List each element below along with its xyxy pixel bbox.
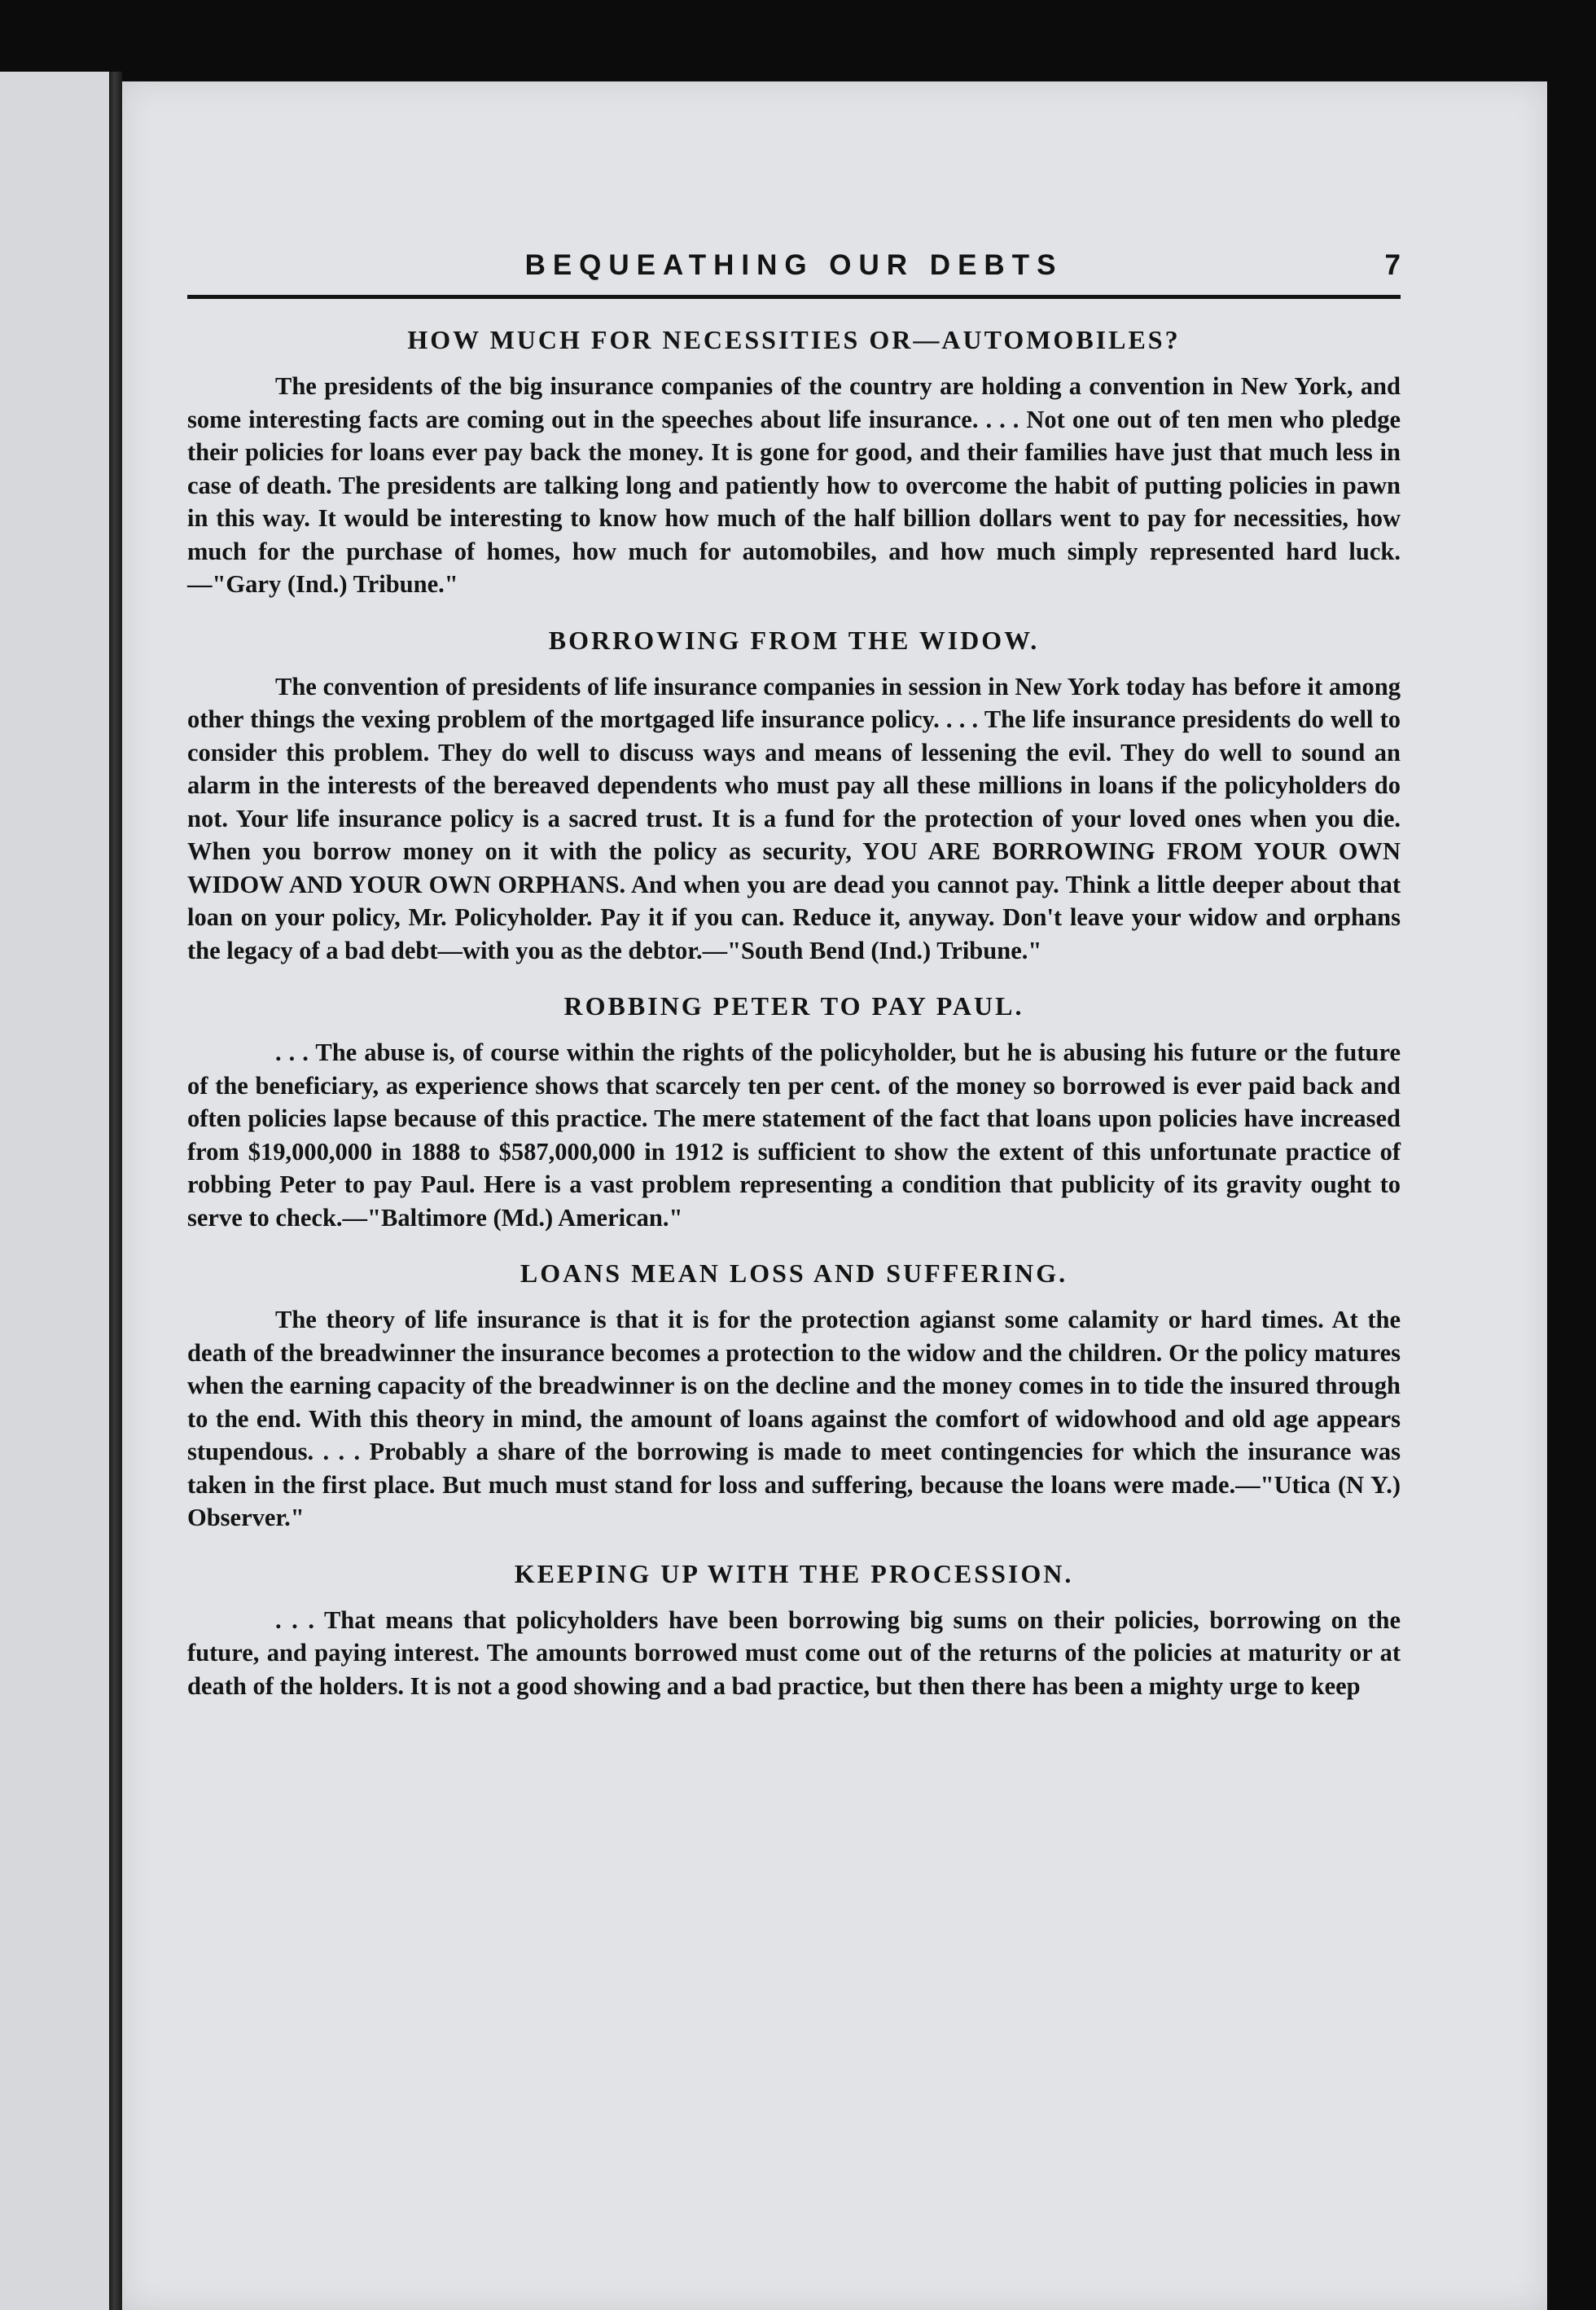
section-body: . . . The abuse is, of course within the rights of the policyholder, but he is abusing his future or the future of the beneficiary, as experience shows that scarcely ten per cent. of the money so borrowed is ever paid back and often policies lapse because of this practice. The mere statement of the fact that loans upon policies have increased from $19,000,000 in 1888 to $587,000,000 in 1912 is sufficient to show the extent of this unfortunate practice of robbing Peter to pay Paul. Here is a vast problem representing a condition that publicity of its gravity ought to serve to check.—"Baltimore (Md.) American." <box>187 1039 1401 1232</box>
article-keeping-up <box>187 1559 1401 1703</box>
article-loss-and-suffering <box>187 1258 1401 1535</box>
book-gutter <box>109 72 122 2310</box>
section-heading: LOANS MEAN LOSS AND SUFFERING. <box>520 1258 1068 1288</box>
section-body: . . . That means that policyholders have been borrowing big sums on their policies, borrowing on the future, and paying interest. The amounts borrowed must come out of the returns of the policies at maturity or at death of the holders. It is not a good showing and a bad practice, but then there has been a mighty urge to keep <box>187 1605 1401 1700</box>
article-robbing-peter <box>187 991 1401 1234</box>
page-content <box>187 243 1401 1727</box>
section-body: The theory of life insurance is that it is for the protection agianst some calamity or hard times. At the death of the breadwinner the insurance becomes a protection to the widow and the children. Or the policy matures when the earning capacity of the breadwinner is on the decline and the money comes in to tide the insured through to the end. With this theory in mind, the amount of loans against the comfort of widowhood and old age appears stupendous. . . . Probably a share of the borrowing is made to meet contingencies for which the insurance was taken in the first place. But much must stand for loss and suffering, because the loans were made.—"Utica (N Y.) Observer." <box>187 1306 1401 1531</box>
section-heading: ROBBING PETER TO PAY PAUL. <box>563 991 1024 1021</box>
section-body: The presidents of the big insurance companies of the country are holding a convention in New York, and some interesting facts are coming out in the speeches about life insurance. . . . Not one out of ten men who pledge their policies for loans ever pay back the money. It is gone for good, and their families have just that much less in case of death. The presidents are talking long and patiently how to overcome the habit of putting policies in pawn in this way. It would be interesting to know how much of the half billion dollars went to pay for necessities, how much for the purchase of homes, how much for automobiles, and how much simply represented hard luck.—"Gary (Ind.) Tribune." <box>187 372 1401 598</box>
page-number: 7 <box>1384 249 1401 281</box>
section-heading: HOW MUCH FOR NECESSITIES OR—AUTOMOBILES? <box>407 325 1181 354</box>
article-necessities <box>187 325 1401 601</box>
scan-border <box>1547 81 1596 2310</box>
section-heading: BORROWING FROM THE WIDOW. <box>548 625 1040 655</box>
section-heading: KEEPING UP WITH THE PROCESSION. <box>514 1558 1074 1588</box>
running-header <box>187 243 1401 299</box>
facing-page-edge <box>0 72 109 2310</box>
section-body: The convention of presidents of life insurance companies in session in New York today has before it among other things the vexing problem of the mortgaged life insurance policy. . . . The life insurance presidents do well to consider this problem. They do well to discuss ways and means of lessening the evil. They do well to sound an alarm in the interests of the bereaved dependents who must pay all these millions in loans if the policyholders do not. Your life insurance policy is a sacred trust. It is a fund for the protection of your loved ones when you die. When you borrow money on it with the policy as security, YOU ARE BORROWING FROM YOUR OWN WIDOW AND YOUR OWN ORPHANS. And when you are dead you cannot pay. Think a little deeper about that loan on your policy, Mr. Policyholder. Pay it if you can. Reduce it, anyway. Don't leave your widow and orphans the legacy of a bad debt—with you as the debtor.—"South Bend (Ind.) Tribune." <box>187 672 1401 964</box>
running-title: BEQUEATHING OUR DEBTS <box>524 249 1063 281</box>
article-borrowing-from-widow <box>187 626 1401 968</box>
